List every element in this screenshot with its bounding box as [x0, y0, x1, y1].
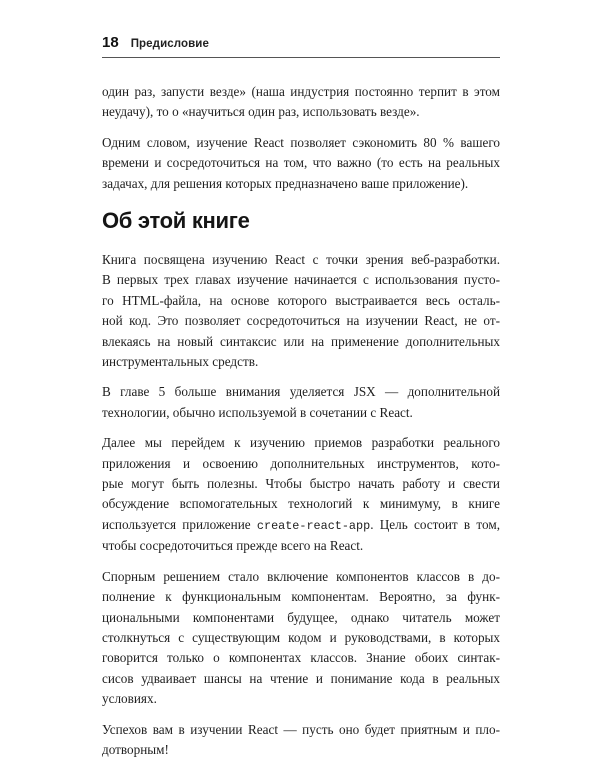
running-title: Предисловие	[130, 38, 209, 50]
text-line: рые могут быть полезны. Чтобы быстро начать работу и свести	[102, 476, 500, 492]
text-line: Успехов вам в изучении React — пусть оно будет приятным и пло-	[102, 721, 500, 737]
header-rule	[102, 57, 500, 58]
text-line: Далее мы перейдем к изучению приемов разработки реального	[102, 435, 500, 451]
text-line: неудачу), то о «научиться один раз, использовать везде».	[102, 104, 420, 120]
intro-text	[102, 82, 500, 194]
text-line: условиях.	[102, 691, 157, 707]
text-line: задачах, для решения которых предназначено ваше приложение).	[102, 175, 469, 191]
text-line: приложения и освоению дополнительных инструментов, кото-	[102, 455, 500, 471]
text-line: полнение к функциональным компонентам. Вероятно, за функ-	[102, 589, 500, 605]
paragraph	[102, 133, 500, 194]
text-line: один раз, запусти везде» (наша индустрия постоянно терпит в этом	[102, 84, 500, 99]
text-line: чтобы сосредоточиться прежде всего на React.	[102, 538, 364, 554]
text-fragment: используется приложение	[102, 516, 257, 532]
text-line: В главе 5 больше внимания уделяется JSX — дополнительной	[102, 384, 500, 400]
section-text	[102, 250, 500, 760]
text-line: го HTML-файла, на основе которого выстраивается весь осталь-	[102, 292, 500, 308]
paragraph	[102, 250, 500, 372]
text-line: обсуждение вспомогательных технологий к минимуму, в книге	[102, 496, 500, 512]
text-line: времени и сосредоточиться на том, что важно (то есть на реальных	[102, 155, 500, 171]
text-line: говорится только о компонентах классов. Знание обоих синтак-	[102, 650, 500, 666]
text-line: сисов удваивает шансы на чтение и понимание кода в реальных	[102, 670, 500, 686]
paragraph	[102, 720, 500, 760]
text-line: инструментальных средств.	[102, 354, 259, 370]
paragraph	[102, 433, 500, 556]
text-line: технологии, обычно используемой в сочетании с React.	[102, 404, 413, 420]
text-line: Одним словом, изучение React позволяет сэкономить 80 % вашего	[102, 134, 500, 150]
text-line: влекаясь на новый синтаксис или на применение дополнительных	[102, 333, 500, 349]
text-line: циональными компонентами будущее, однако читатель может	[102, 609, 500, 625]
text-line: В первых трех главах изучение начинается с использования пусто-	[102, 272, 500, 288]
text-line: столкнуться с существующим кодом и руководствами, в которых	[102, 629, 500, 645]
text-line: дотворным!	[102, 741, 169, 757]
text-line	[102, 515, 500, 536]
text-line: Спорным решением стало включение компонентов классов в до-	[102, 568, 500, 584]
page-number: 18	[102, 34, 119, 51]
text-line: Книга посвящена изучению React с точки зрения веб-разработки.	[102, 252, 500, 267]
inline-code: create-react-app	[256, 518, 371, 533]
text-fragment: . Цель состоит в том,	[370, 516, 500, 532]
paragraph	[102, 82, 500, 123]
paragraph	[102, 382, 500, 423]
section-heading: Об этой книге	[102, 208, 250, 233]
paragraph	[102, 567, 500, 710]
text-line: ной код. Это позволяет сосредоточиться на изучении React, не от-	[102, 313, 500, 329]
running-header	[102, 34, 500, 54]
